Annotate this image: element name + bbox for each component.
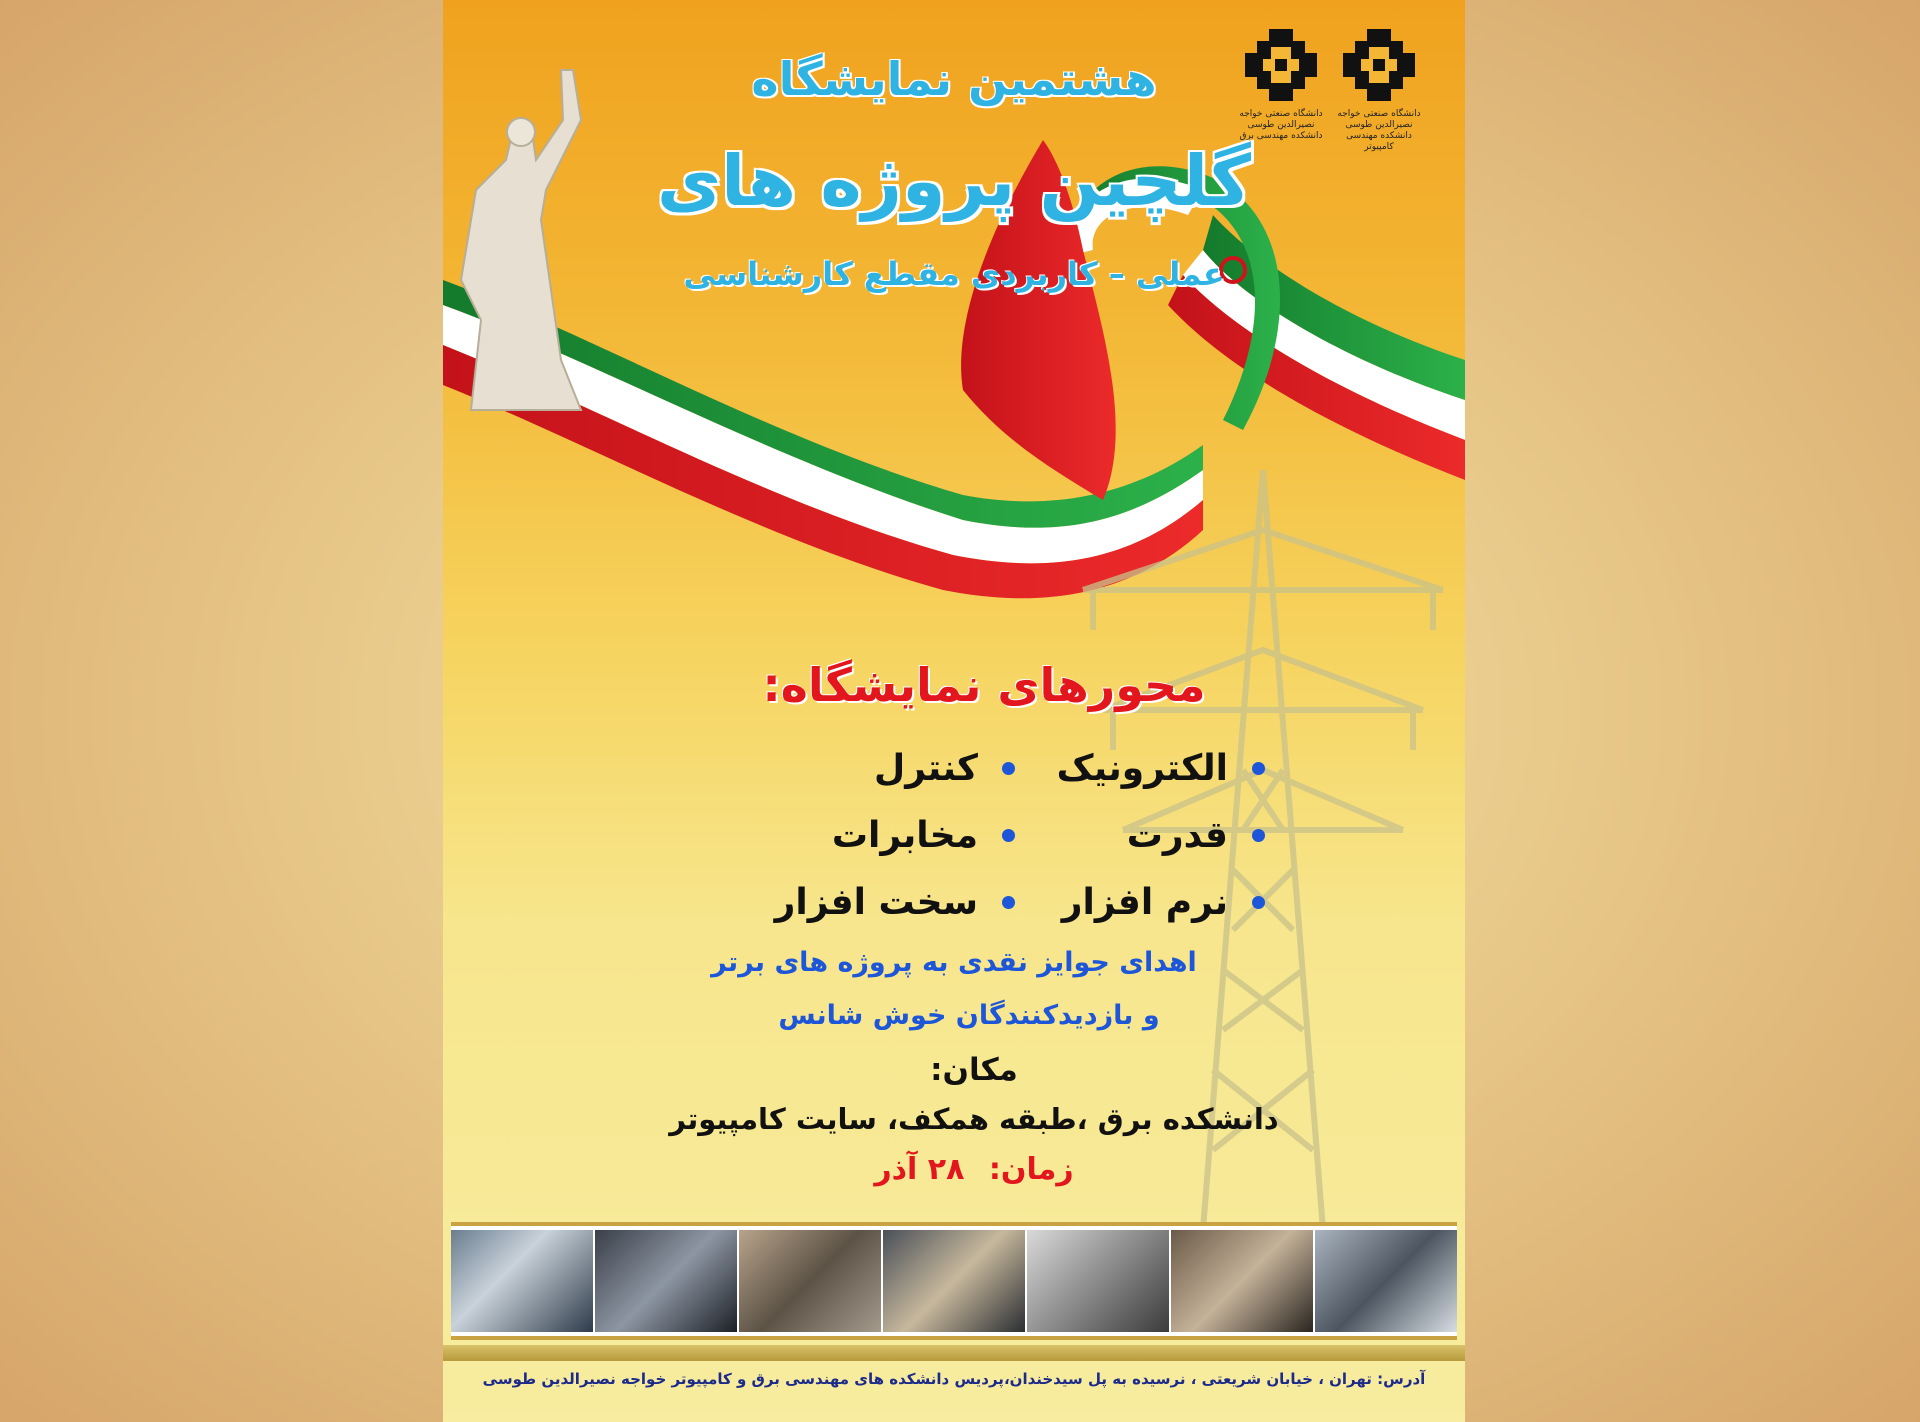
address-bar bbox=[443, 1345, 1465, 1361]
statue-figure-graphic bbox=[451, 60, 591, 420]
axis-item bbox=[1062, 882, 1265, 923]
bullet-icon bbox=[1252, 762, 1265, 775]
time-row bbox=[443, 1152, 1465, 1187]
title-line-1: هشتمین نمایشگاه bbox=[751, 52, 1157, 106]
axis-item bbox=[1057, 748, 1265, 789]
axis-item bbox=[832, 815, 1015, 856]
place-value: دانشکده برق ،طبقه همکف، سایت کامپیوتر bbox=[669, 1102, 1279, 1136]
photo-item bbox=[883, 1230, 1025, 1332]
axis-item bbox=[874, 748, 1015, 789]
axes-title: محورهای نمایشگاه: bbox=[762, 658, 1206, 712]
title-line-2: گلچین پروژه های bbox=[657, 140, 1251, 222]
time-label: زمان: bbox=[988, 1152, 1074, 1187]
photo-item bbox=[1171, 1230, 1313, 1332]
axis-label: سخت افزار bbox=[774, 882, 978, 923]
time-value: ۲۸ آذر bbox=[874, 1152, 965, 1187]
bullet-icon bbox=[1252, 829, 1265, 842]
axis-label: کنترل bbox=[874, 748, 978, 789]
logo-caption: دانشگاه صنعتی خواجه نصیرالدین طوسی دانشکده مهندسی برق bbox=[1239, 109, 1323, 141]
photo-item bbox=[595, 1230, 737, 1332]
axis-label: قدرت bbox=[1126, 815, 1228, 856]
prize-line-1: اهدای جوایز نقدی به پروژه های برتر bbox=[711, 947, 1197, 978]
photo-item bbox=[739, 1230, 881, 1332]
prize-line-2: و بازدیدکنندگان خوش شانس bbox=[778, 1000, 1160, 1031]
axis-item bbox=[775, 882, 1015, 923]
axis-item bbox=[1127, 815, 1265, 856]
axis-label: مخابرات bbox=[831, 815, 978, 856]
photo-strip bbox=[451, 1222, 1457, 1340]
place-label: مکان: bbox=[930, 1052, 1018, 1088]
address-text: آدرس: تهران ، خیابان شریعتی ، نرسیده به پل سیدخندان،پردیس دانشکده های مهندسی برق و کامپیوتر خواجه نصیرالدین طوسی bbox=[482, 1370, 1426, 1388]
bullet-icon bbox=[1002, 896, 1015, 909]
bullet-icon bbox=[1002, 829, 1015, 842]
photo-item bbox=[1315, 1230, 1457, 1332]
photo-item bbox=[1027, 1230, 1169, 1332]
photo-item bbox=[451, 1230, 593, 1332]
title-line-3: عملی – کاربردی مقطع کارشناسی bbox=[683, 255, 1225, 293]
poster bbox=[443, 0, 1465, 1422]
bullet-icon bbox=[1252, 896, 1265, 909]
axis-label: الکترونیک bbox=[1056, 748, 1228, 789]
axis-label: نرم افزار bbox=[1061, 882, 1228, 923]
logo-caption: دانشگاه صنعتی خواجه نصیرالدین طوسی دانشکده مهندسی کامپیوتر bbox=[1337, 109, 1421, 152]
bullet-icon bbox=[1002, 762, 1015, 775]
